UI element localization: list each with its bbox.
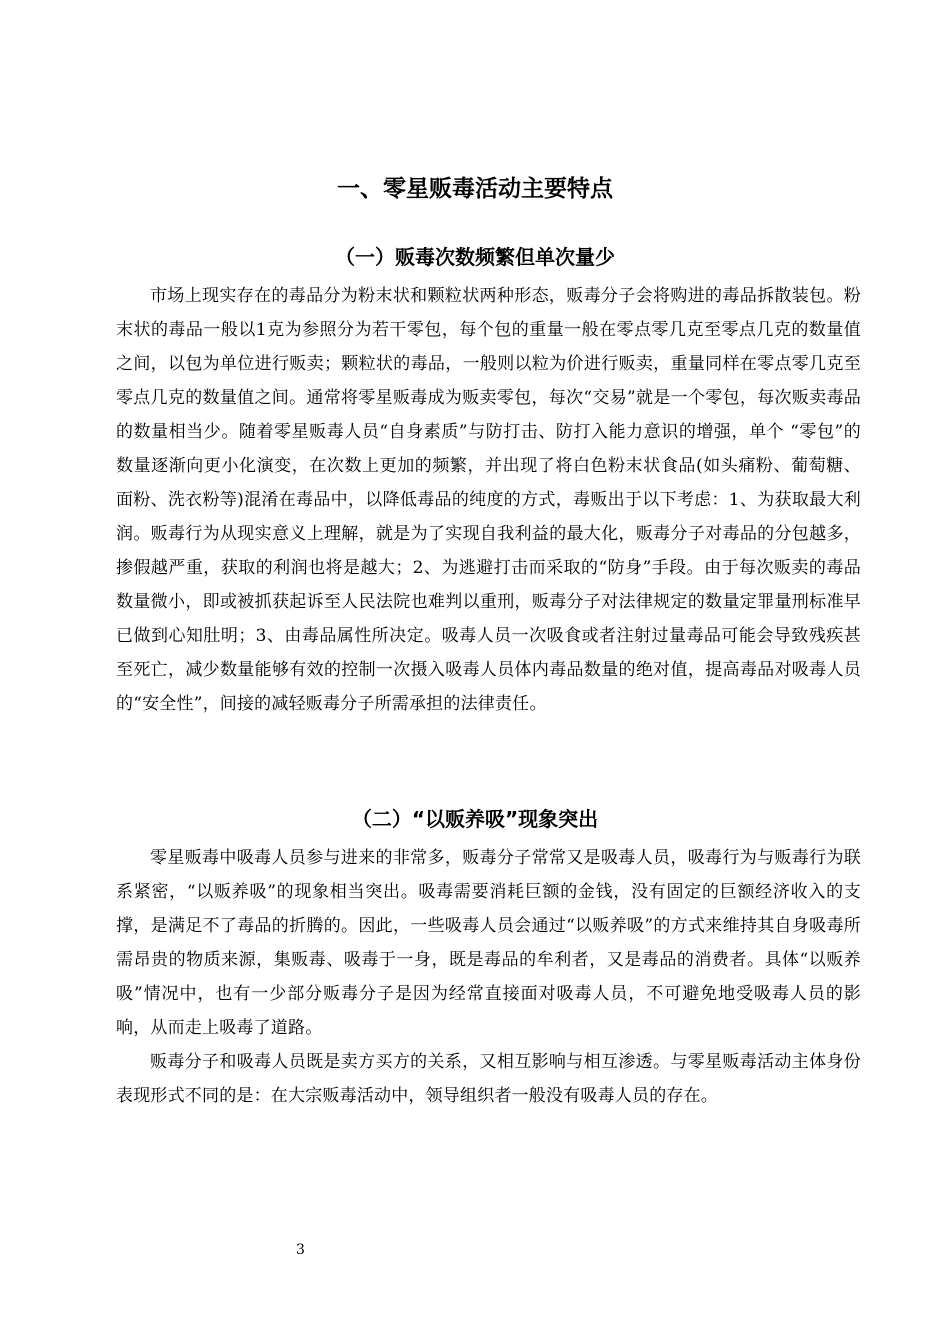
subsection-2-title: （二）“以贩养吸”现象突出 (351, 807, 599, 831)
subsection-1-title: （一）贩毒次数频繁但单次量少 (335, 245, 615, 269)
subsection-2-paragraph-1: 零星贩毒中吸毒人员参与进来的非常多，贩毒分子常常又是吸毒人员，吸毒行为与贩毒行为联系紧密，“以贩养吸”的现象相当突出。吸毒需要消耗巨额的金钱，没有固定的巨额经济收入的支撑，是满足不了毒品的折腾的。因此，一些吸毒人员会通过“以贩养吸”的方式来维持其自身吸毒所需昂贵的物质来源，集贩毒、吸毒于一身，既是毒品的牟利者，又是毒品的消费者。具体“以贩养吸”情况中，也有一少部分贩毒分子是因为经常直接面对吸毒人员，不可避免地受吸毒人员的影响，从而走上吸毒了道路。 (116, 848, 861, 1038)
page-number: 3 (296, 1242, 305, 1258)
section-title: 一、零星贩毒活动主要特点 (337, 176, 613, 202)
subsection-2-paragraph-2: 贩毒分子和吸毒人员既是卖方买方的关系，又相互影响与相互渗透。与零星贩毒活动主体身份表现形式不同的是：在大宗贩毒活动中，领导组织者一般没有吸毒人员的存在。 (116, 1052, 861, 1106)
subsection-1-paragraph: 市场上现实存在的毒品分为粉末状和颗粒状两种形态，贩毒分子会将购进的毒品拆散装包。粉末状的毒品一般以1克为参照分为若干零包，每个包的重量一般在零点零几克至零点几克的数量值之间，以包为单位进行贩卖；颗粒状的毒品，一般则以粒为价进行贩卖，重量同样在零点零几克至零点几克的数量值之间。通常将零星贩毒成为贩卖零包，每次“交易”就是一个零包，每次贩卖毒品的数量相当少。随着零星贩毒人员“自身素质”与防打击、防打入能力意识的增强，单个 “零包”的数量逐渐向更小化演变，在次数上更加的频繁，并出现了将白色粉末状食品(如头痛粉、葡萄糖、面粉、洗衣粉等)混淆在毒品中，以降低毒品的纯度的方式，毒贩出于以下考虑：1、为获取最大利润。贩毒行为从现实意义上理解，就是为了实现自我利益的最大化，贩毒分子对毒品的分包越多，掺假越严重，获取的利润也将是越大；2、为逃避打击而采取的“防身”手段。由于每次贩卖的毒品数量微小，即或被抓获起诉至人民法院也难判以重刑，贩毒分子对法律规定的数量定罪量刑标准早已做到心知肚明；3、由毒品属性所决定。吸毒人员一次吸食或者注射过量毒品可能会导致残疾甚至死亡，减少数量能够有效的控制一次摄入吸毒人员体内毒品数量的绝对值，提高毒品对吸毒人员的“安全性”，间接的减轻贩毒分子所需承担的法律责任。 (116, 286, 861, 714)
